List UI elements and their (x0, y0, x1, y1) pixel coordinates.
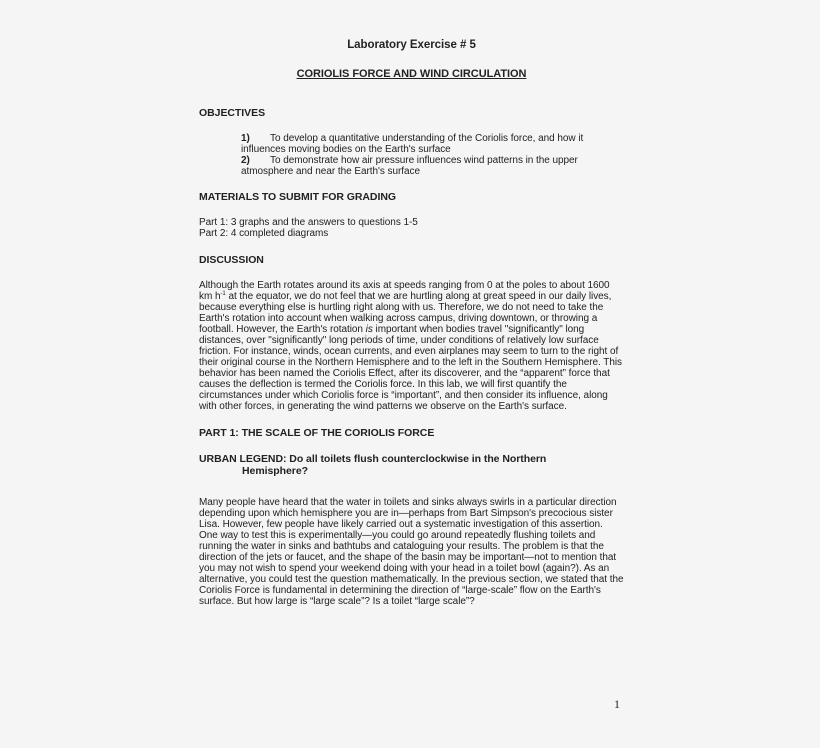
discussion-text-start: Although the Earth rotates around its axis at speeds ranging from 0 at the poles to about 1600 km h (199, 280, 610, 302)
urban-legend-heading (199, 453, 624, 477)
discussion-paragraph (199, 280, 624, 412)
document-title: Laboratory Exercise # 5 (347, 39, 476, 51)
document-subtitle: CORIOLIS FORCE AND WIND CIRCULATION (296, 68, 527, 80)
objective-text: To demonstrate how air pressure influences wind patterns in the upper atmosphere and near the Earth's surface (241, 155, 578, 177)
document-page (199, 38, 624, 607)
discussion-emphasis: is (365, 324, 373, 335)
discussion-superscript: -1 (220, 291, 226, 297)
objectives-list (241, 133, 624, 177)
objective-item (241, 133, 624, 155)
objectives-heading: OBJECTIVES (199, 107, 266, 119)
urban-legend-heading-line2: Hemisphere? (242, 465, 308, 477)
materials-item: Part 1: 3 graphs and the answers to questions 1-5 (199, 217, 418, 228)
objective-number: 2) (241, 155, 250, 166)
objective-text: To develop a quantitative understanding of the Coriolis force, and how it influences moving bodies on the Earth's surface (241, 133, 584, 155)
urban-legend-paragraph: Many people have heard that the water in toilets and sinks always swirls in a particular direction depending upon which hemisphere you are in—perhaps from Bart Simpson's precocious sister Lisa. However, few people have likely carried out a systematic investigation of this assertion. One way to test this is experimentally—you could go around repeatedly flushing toilets and running the water in sinks and bathtubs and cataloguing your results. The problem is that the direction of the jets or faucet, and the shape of the basin may be important—not to mention that you may not wish to spend your weekend doing with your head in a toilet bowl (again?). As an alternative, you could test the question mathematically. In the previous section, we stated that the Coriolis Force is fundamental in determining the direction of “large-scale” flow on the Earth's surface. But how large is “large scale”? Is a toilet “large scale”? (199, 497, 624, 607)
materials-list (199, 217, 624, 239)
materials-item: Part 2: 4 completed diagrams (199, 228, 329, 239)
discussion-heading: DISCUSSION (199, 254, 264, 266)
objective-item (241, 155, 624, 177)
materials-heading: MATERIALS TO SUBMIT FOR GRADING (199, 191, 396, 203)
discussion-text-rest: at the equator, we do not feel that we are hurtling along at great speed in our daily lives, because everything else is hurtling right along with us. Therefore, we do not need to take the Earth's rotation into account when walking across campus, driving downtown, or throwing a football. However, the Earth's rotation (199, 291, 612, 335)
discussion-text-end: important when bodies travel "significantly" long distances, over "significantly" long periods of time, under conditions of relatively low surface friction. For instance, winds, ocean currents, and even airplanes may seem to turn to the right of their original course in the Northern Hemisphere and to the left in the Southern Hemisphere. This behavior has been named the Coriolis Effect, after its discoverer, and the “apparent” force that causes the deflection is termed the Coriolis force. In this lab, we will first quantify the circumstances under which Coriolis force is “important”, and then consider its influence, along with other forces, in generating the wind patterns we observe on the Earth's surface. (199, 324, 622, 412)
urban-legend-heading-line1: URBAN LEGEND: Do all toilets flush counterclockwise in the Northern (199, 453, 547, 465)
page-number: 1 (614, 697, 620, 711)
objective-number: 1) (241, 133, 250, 144)
part1-heading: PART 1: THE SCALE OF THE CORIOLIS FORCE (199, 427, 435, 439)
